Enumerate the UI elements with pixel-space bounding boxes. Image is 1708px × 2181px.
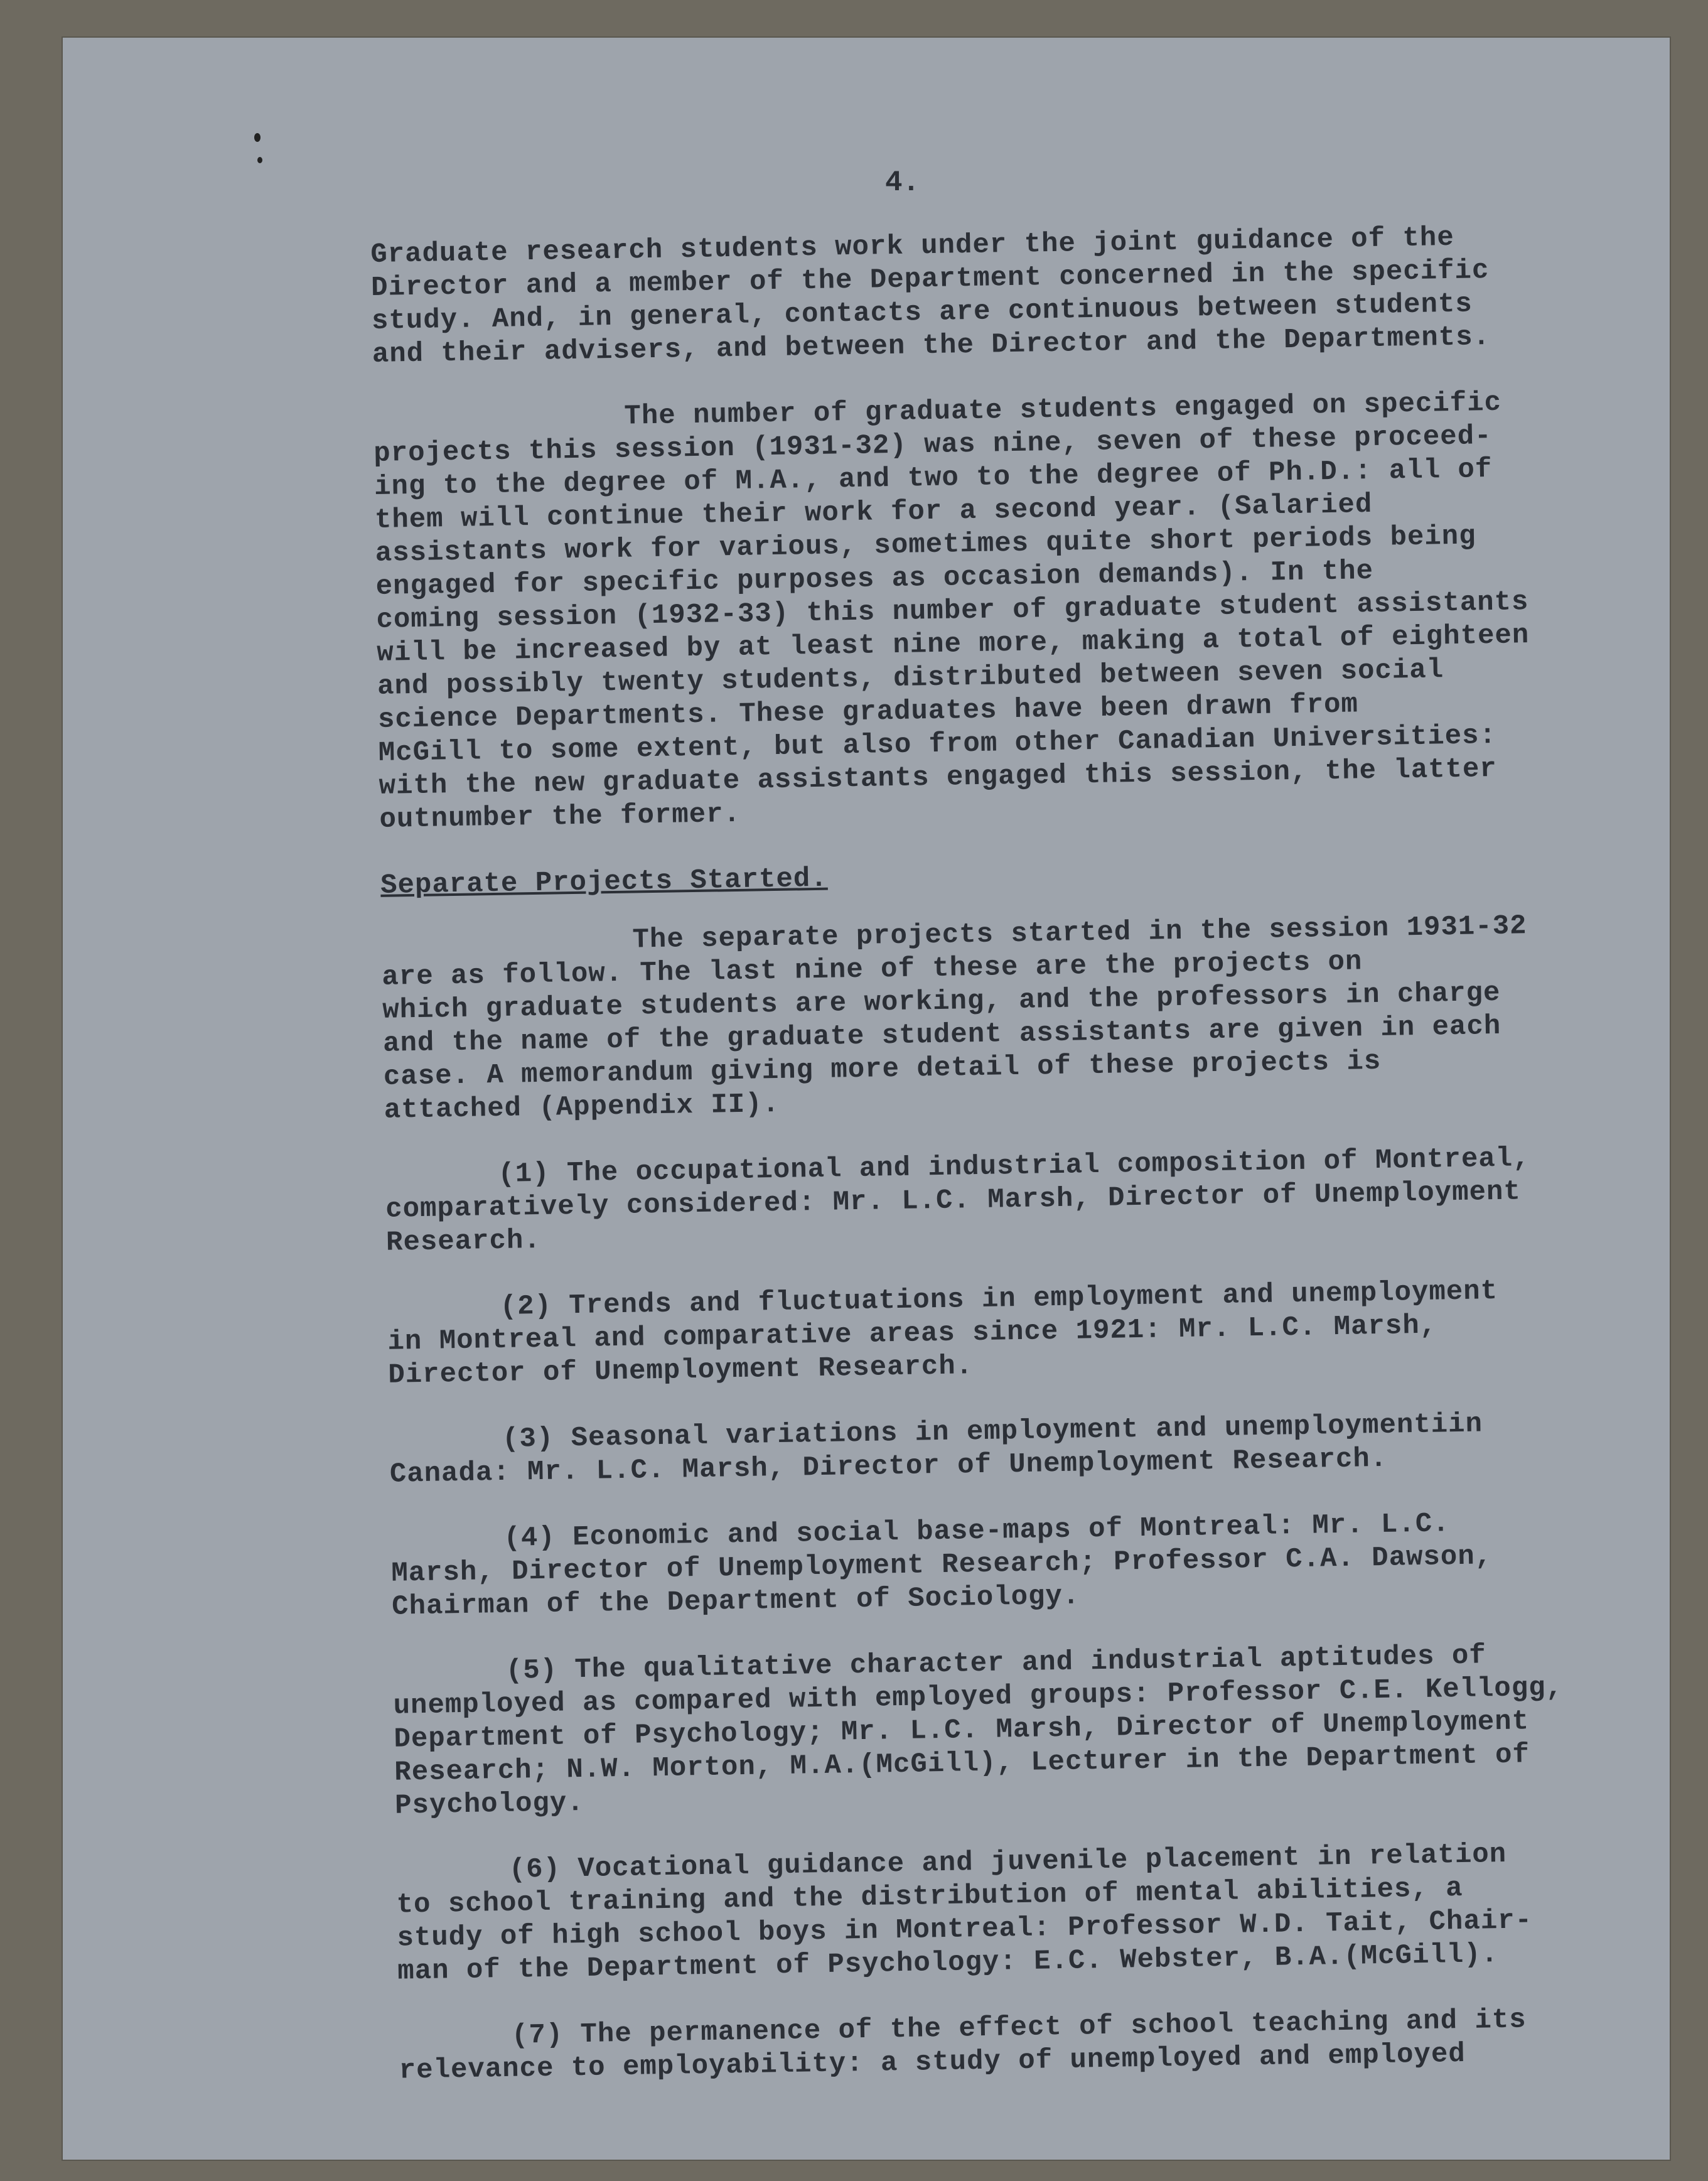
document-page (63, 38, 1670, 2160)
project-item-6: (6) Vocational guidance and juvenile placement in relation to school training and the distribution of mental abilities, a study of high school boys in Montreal: Professor W.D. Tait, Chair- man of the Department of Psychology: E.C. Webster, B.A.(McGill). (396, 1838, 1533, 1988)
page-number: 4. (885, 166, 920, 199)
project-item-5: (5) The qualitative character and industrial aptitudes of unemployed as compared with employed groups: Professor C.E. Kellogg, Department of Psychology; Mr. L.C. Marsh, Director of Unemployment Research; N.W. Morton, M.A.(McGill), Lecturer in the Department of Psychology. (393, 1640, 1564, 1822)
paragraph-graduate-students: The number of graduate students engaged on specific projects this session (1931-32) was nine, seven of these proceed- ing to the degree of M.A., and two to the degree of Ph.D.: all of them will continue their work for a second year. (Salaried assistants work for various, sometimes quite short periods being engaged for specific purposes as occasion demands). In the coming session (1932-33) this number of graduate student assistants will be increased by at least nine more, making a total of eighteen and possibly twenty students, distributed between seven social science Departments. These graduates have been drawn from McGill to some extent, but also from other Canadian Universities: with the new graduate assistants engaged this session, the latter outnumber the former. (373, 387, 1530, 836)
punch-mark (254, 133, 260, 142)
project-item-2: (2) Trends and fluctuations in employment and unemployment in Montreal and comparative areas since 1921: Mr. L.C. Marsh, Director of Unemployment Research. (387, 1275, 1498, 1391)
project-item-4: (4) Economic and social base-maps of Montreal: Mr. L.C. Marsh, Director of Unemployment Research; Professor C.A. Dawson, Chairman of the Department of Sociology. (391, 1508, 1493, 1623)
punch-mark (257, 157, 262, 163)
paragraph-projects-intro: The separate projects started in the session 1931-32 are as follow. The last nine of these are the projects on which graduate students are working, and the professors in charge and the name of the graduate student assistants are given in each case. A memorandum giving more detail of these projects is attached (Appendix II). (382, 910, 1527, 1126)
paragraph-graduate-research: Graduate research students work under the joint guidance of the Director and a member of the Department concerned in the specific study. And, in general, contacts are continuous between students and their advisers, and between the Director and the Departments. (370, 222, 1491, 370)
project-item-7: (7) The permanence of the effect of school teaching and its relevance to employability: a study of unemployed and employed (399, 2004, 1527, 2087)
project-item-1: (1) The occupational and industrial composition of Montreal, comparatively considered: Mr. L.C. Marsh, Director of Unemployment Research. (385, 1143, 1530, 1259)
document-body (370, 219, 1655, 2121)
project-item-3: (3) Seasonal variations in employment and unemploymentiin Canada: Mr. L.C. Marsh, Director of Unemployment Research. (389, 1408, 1483, 1490)
section-heading: Separate Projects Started. (380, 863, 829, 902)
